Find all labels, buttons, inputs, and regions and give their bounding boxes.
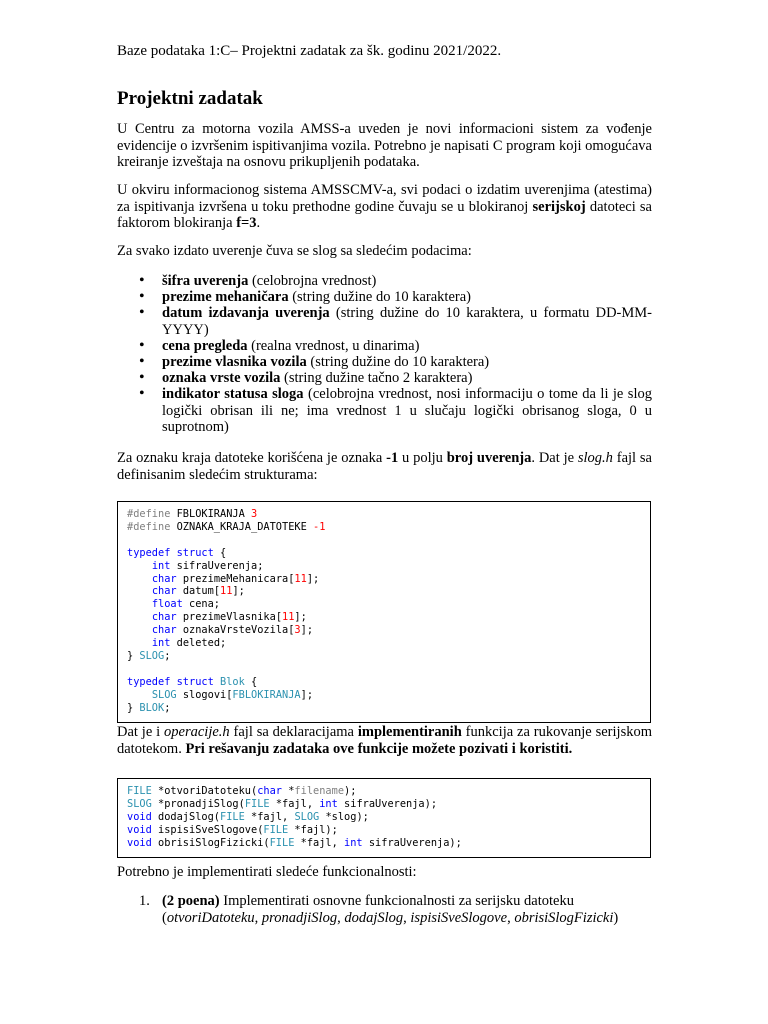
record-intro-paragraph: Za svako izdato uverenje čuva se slog sa sledećim podacima: xyxy=(117,243,472,259)
section-title: Projektni zadatak xyxy=(117,88,263,109)
slog-h-code-block: #define FBLOKIRANJA 3 #define OZNAKA_KRAJA_DATOTEKE -1 typedef struct { int sifraUverenja; char prezimeMehanicara[11]; char datum[11]; float cena; char prezimeVlasnika[11]; char oznakaVrsteVozila[3]; int deleted; } SLOG; typedef struct Blok { SLOG slogovi[FBLOKIRANJA]; } BLOK; xyxy=(117,501,651,723)
intro-paragraph: U Centru za motorna vozila AMSS-a uveden je novi informacioni sistem za vođenje evidencije o izvršenim ispitivanjima vozila. Potrebno je napisati C program koji omogućava kreiranje izveštaja na osnovu prikupljenih podataka. xyxy=(117,121,652,170)
list-item: • šifra uverenja (celobrojna vrednost) xyxy=(139,273,652,289)
storage-paragraph: U okviru informacionog sistema AMSSCMV-a, svi podaci o izdatim uverenjima (atestima) za ispitivanja izvršena u toku prethodne godine čuvaju se u blokiranoj serijskoj datoteci sa faktorom blokiranja f=3. xyxy=(117,182,652,231)
list-item: • oznaka vrste vozila (string dužine tačno 2 karaktera) xyxy=(139,370,652,386)
operations-paragraph: Dat je i operacije.h fajl sa deklaracijama implementiranih funkcija za rukovanje serijskom datotekom. Pri rešavanju zadataka ove funkcije možete pozivati i koristiti. xyxy=(117,724,652,757)
operacije-h-code-block: FILE *otvoriDatoteku(char *filename); SLOG *pronadjiSlog(FILE *fajl, int sifraUverenja); void dodajSlog(FILE *fajl, SLOG *slog); void ispisiSveSlogove(FILE *fajl); void obrisiSlogFizicki(FILE *fajl, int sifraUverenja); xyxy=(117,778,651,858)
list-item: • cena pregleda (realna vrednost, u dinarima) xyxy=(139,338,652,354)
eof-paragraph: Za oznaku kraja datoteke korišćena je oznaka -1 u polju broj uverenja. Dat je slog.h fajl sa definisanim sledećim strukturama: xyxy=(117,450,652,483)
list-item: • indikator statusa sloga (celobrojna vrednost, nosi informaciju o tome da li je slog logički obrisan ili ne; ima vrednost 1 u slučaju logički obrisanog sloga, 0 u suprotnom) xyxy=(139,386,652,435)
list-item: • prezime mehaničara (string dužine do 10 karaktera) xyxy=(139,289,652,305)
list-item: 1. (2 poena) Implementirati osnovne funkcionalnosti za serijsku datoteku (otvoriDatoteku, pronadjiSlog, dodajSlog, ispisiSveSlogove, obrisiSlogFizicki) xyxy=(139,893,619,926)
list-item: • prezime vlasnika vozila (string dužine do 10 karaktera) xyxy=(139,354,652,370)
record-fields-list xyxy=(139,273,652,435)
page-header: Baze podataka 1:C– Projektni zadatak za šk. godinu 2021/2022. xyxy=(117,43,502,59)
list-item: • datum izdavanja uverenja (string dužine do 10 karaktera, u formatu DD-MM-YYYY) xyxy=(139,305,652,337)
tasks-list xyxy=(139,893,652,926)
requirements-intro: Potrebno je implementirati sledeće funkcionalnosti: xyxy=(117,864,417,880)
